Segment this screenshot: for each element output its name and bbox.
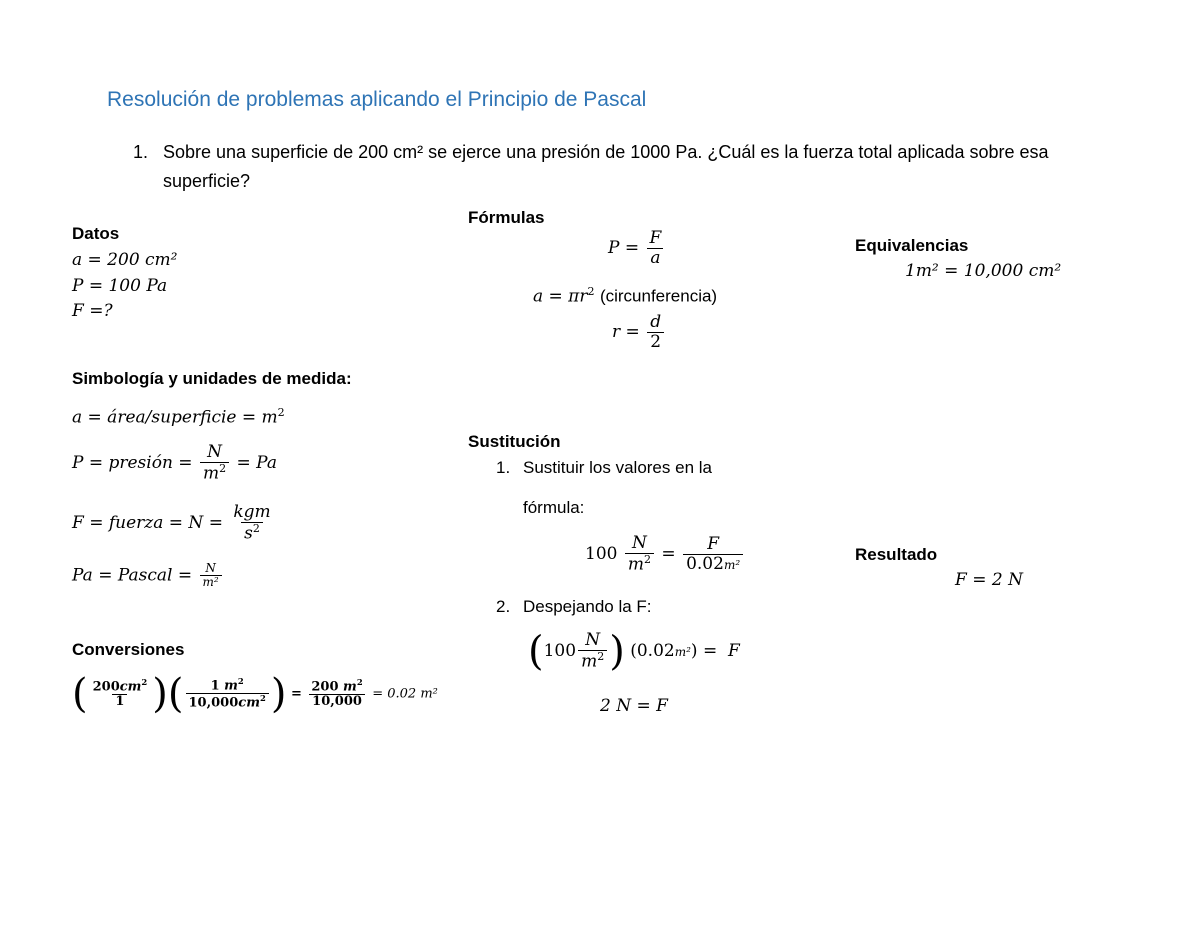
isolation-equation: (100 $\frac{N}{m^2}$ ) (0.02m²) = F bbox=[528, 628, 740, 675]
resultado-value: F = 2 N bbox=[955, 570, 1023, 590]
sustitucion-heading: Sustitución bbox=[468, 432, 561, 451]
step1-text-cont: fórmula: bbox=[523, 498, 585, 517]
equivalencia-value: 1m² = 10,000 cm² bbox=[905, 261, 1062, 281]
datos-item: a = 200 cm² bbox=[72, 250, 178, 270]
page-title: Resolución de problemas aplicando el Principio de Pascal bbox=[107, 88, 647, 111]
substitution-equation: 100 $\frac{N}{m^2}$ = $\frac{F}{\text{0.02m²}}$ bbox=[585, 534, 745, 575]
step1-number: 1. bbox=[496, 458, 511, 477]
datos-item: P = 100 Pa bbox=[72, 276, 168, 296]
step2-number: 2. bbox=[496, 597, 511, 616]
datos-heading: Datos bbox=[72, 224, 120, 243]
conversiones-heading: Conversiones bbox=[72, 640, 185, 659]
formula-area: $a = \pi r^2$ (circunferencia) bbox=[533, 285, 718, 307]
symbol-area: a = área/superficie = $m^2$ bbox=[72, 406, 285, 428]
step2-text: Despejando la F: bbox=[523, 597, 652, 616]
equivalencias-heading: Equivalencias bbox=[855, 236, 969, 255]
symbol-pascal: Pa = Pascal = $\frac{N}{\text{m²}}$ bbox=[72, 562, 224, 590]
conversion-result: = 0.02 m² bbox=[372, 686, 438, 702]
simbologia-heading: Simbología y unidades de medida: bbox=[72, 369, 352, 388]
formulas-heading: Fórmulas bbox=[468, 208, 545, 227]
symbol-force: F = fuerza = N = $\frac{\text{kgm}}{s^2}$ bbox=[72, 502, 271, 544]
result-line: 2 N = F bbox=[600, 696, 668, 716]
problem-number: 1. bbox=[133, 142, 149, 162]
formula-radius: r = $\frac{d}{2}$ bbox=[612, 313, 666, 352]
step1-text: Sustituir los valores en la bbox=[523, 458, 712, 477]
resultado-heading: Resultado bbox=[855, 545, 938, 564]
conversion-equation: ( $\frac{200cm^2}{1}$ )( $\frac{1 m^2}{10,000cm^2}$ ) = $\frac{200 m^2}{10,000}$ = 0.02 m² bbox=[72, 671, 438, 717]
problem-text: Sobre una superficie de 200 cm² se ejerce una presión de 1000 Pa. ¿Cuál es la fuerza total aplicada sobre esa superficie? bbox=[163, 142, 1049, 191]
area-note: (circunferencia) bbox=[599, 286, 718, 306]
datos-item: F =? bbox=[72, 301, 113, 321]
formula-pressure: P = $\frac{F}{a}$ bbox=[608, 229, 666, 268]
symbol-pressure: P = presión = $\frac{N}{m^2}$ = Pa bbox=[72, 442, 277, 484]
